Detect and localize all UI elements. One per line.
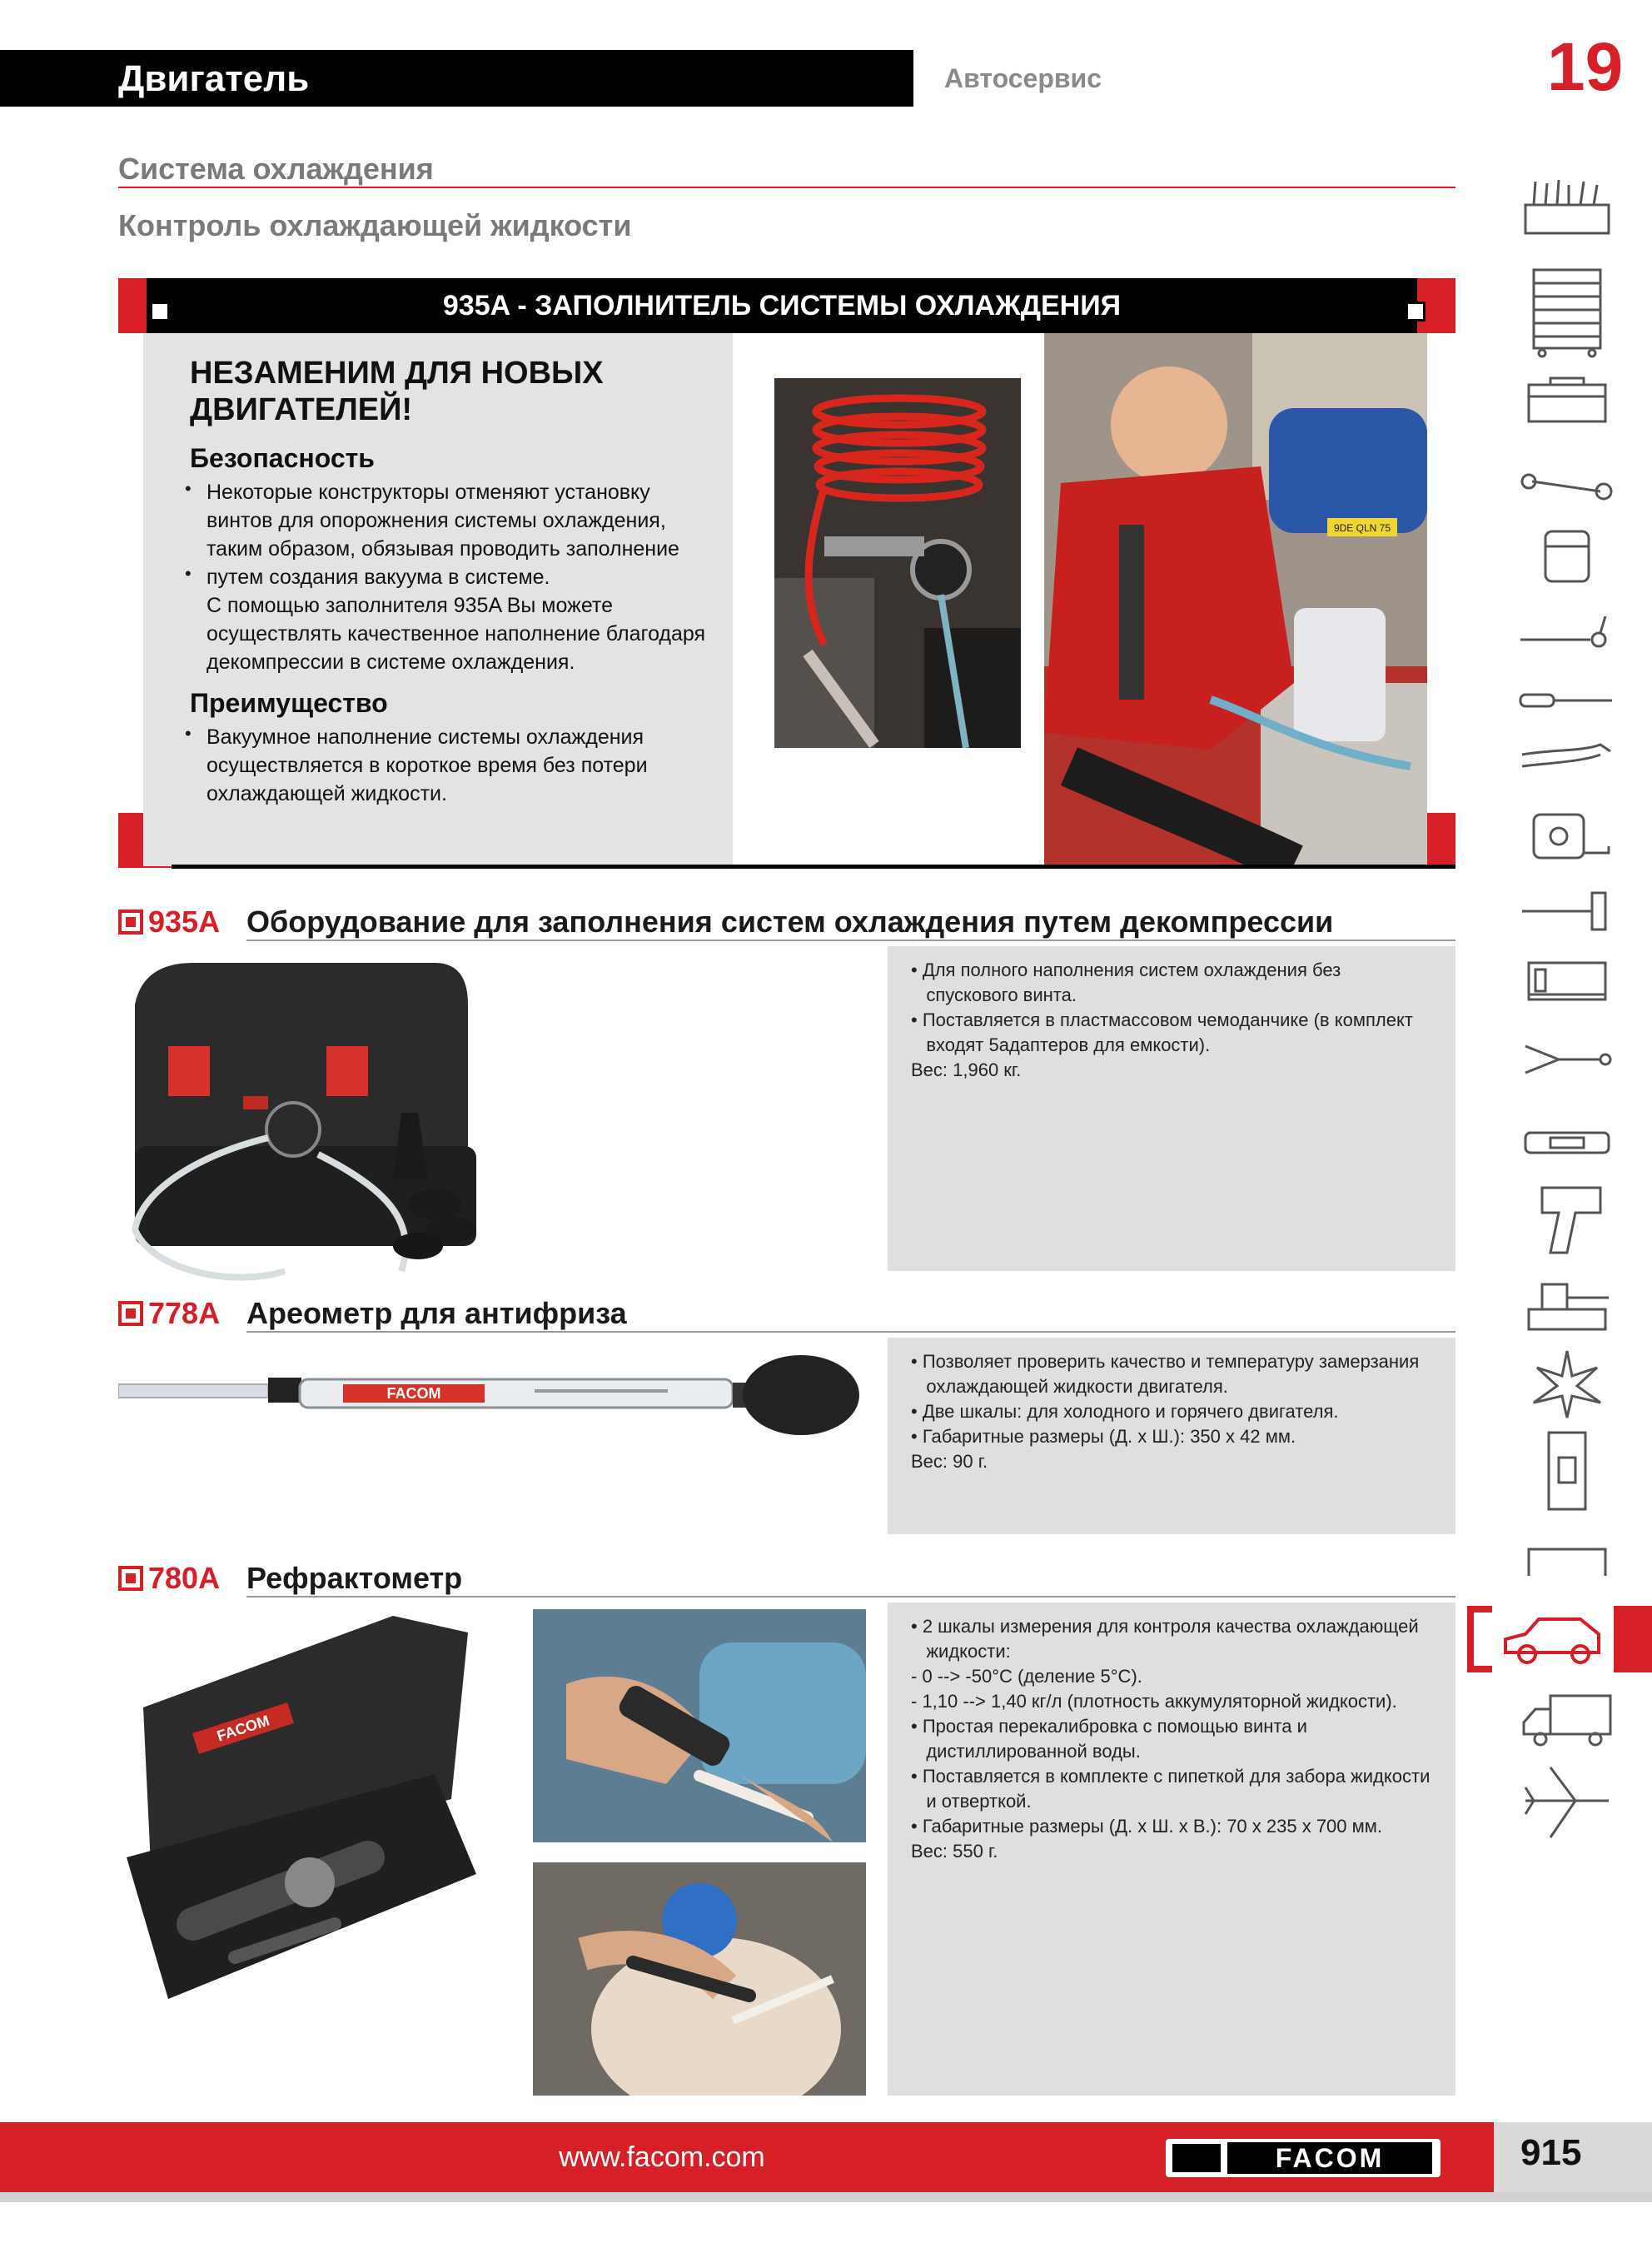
- facom-logo-text: FACOM: [1227, 2142, 1432, 2174]
- safety-icon[interactable]: [1517, 1343, 1617, 1421]
- product-divider: [246, 1596, 1455, 1598]
- product-title: Рефрактометр: [246, 1561, 463, 1595]
- hammer-icon[interactable]: [1517, 880, 1617, 940]
- product-description: • Позволяет проверить качество и температуру замерзания охлаждающей жидкости двигателя. • Две шкалы: для холодного и горячего двигателя. • Габаритные размеры (Д. х Ш.): 350 х 42 мм. Вес: 90 г.: [911, 1351, 1420, 1472]
- tape-measure-icon[interactable]: [1517, 806, 1617, 866]
- product-marker: [118, 910, 143, 935]
- section-divider: [118, 187, 1455, 188]
- puller-icon[interactable]: [1517, 1029, 1617, 1089]
- product-title: Оборудование для заполнения систем охлаждения путем декомпрессии: [246, 905, 1334, 939]
- advantage-heading: Преимущество: [190, 688, 388, 718]
- section-title: Система охлаждения: [118, 152, 434, 186]
- pliers-icon[interactable]: [1517, 730, 1617, 790]
- tool-box-icon[interactable]: [1517, 373, 1617, 433]
- product-code: 935A: [148, 905, 221, 939]
- product-code: 778A: [148, 1296, 221, 1330]
- wrench-icon[interactable]: [1517, 456, 1617, 516]
- product-marker: [118, 1566, 143, 1591]
- product-description: • Для полного наполнения систем охлаждения без спускового винта. • Поставляется в пластмассовом чемоданчике (в комплект входят 5адаптеров для емкости). Вес: 1,960 кг.: [911, 960, 1413, 1080]
- tool-cabinet-icon[interactable]: [1517, 267, 1617, 358]
- socket-icon[interactable]: [1517, 526, 1617, 586]
- page-number: 915: [1520, 2132, 1582, 2173]
- car-icon-active[interactable]: [1467, 1606, 1652, 1672]
- chapter-number: 19: [1547, 29, 1624, 105]
- hose-photo: [774, 378, 1021, 748]
- refractometer-case-image: [118, 1607, 493, 2007]
- product-title: Ареометр для антифриза: [246, 1296, 627, 1330]
- page-category: Автосервис: [944, 63, 1102, 93]
- vise-icon[interactable]: [1517, 1276, 1617, 1336]
- filler-kit-image: [118, 955, 501, 1296]
- product-divider: [246, 1331, 1455, 1333]
- hydrometer-image: [118, 1349, 868, 1449]
- case-brand: FACOM: [215, 1712, 271, 1745]
- product-description: • 2 шкалы измерения для контроля качества охлаждающей жидкости: - 0 --> -50°C (деление 5°C). - 1,10 --> 1,40 кг/л (плотность аккумуляторной жидкости). • Простая перекалибровка с помощью винта и дистиллированной воды. • Поставляется в комплекте с пипеткой для забора жидкости и отверткой. • Габаритные размеры (Д. х Ш. х В.): 70 х 235 х 700 мм. Вес: 550 г.: [911, 1616, 1431, 1862]
- handle-icon[interactable]: [1517, 1529, 1617, 1589]
- footer-stripe: [0, 2192, 1652, 2202]
- truck-icon[interactable]: [1517, 1691, 1617, 1751]
- page-title: Двигатель: [118, 58, 310, 99]
- bullet: •: [185, 478, 192, 499]
- license-plate: 9DE QLN 75: [1333, 522, 1391, 534]
- safety-heading: Безопасность: [190, 443, 375, 473]
- refractometer-sample-photo: [533, 1862, 866, 2096]
- advantage-text: Вакуумное наполнение системы охлаждения осуществляется в короткое время без потери охлаждающей жидкости.: [206, 725, 648, 805]
- bullet: •: [185, 723, 192, 744]
- banner-headline: НЕЗАМЕНИМ ДЛЯ НОВЫХ ДВИГАТЕЛЕЙ!: [190, 356, 604, 427]
- product-marker: [118, 1301, 143, 1326]
- section-subtitle: Контроль охлаждающей жидкости: [118, 208, 632, 242]
- product-divider: [246, 940, 1455, 941]
- mechanic-photo: [1044, 333, 1427, 865]
- ratchet-icon[interactable]: [1517, 606, 1617, 666]
- hacksaw-icon[interactable]: [1517, 953, 1617, 1013]
- footer-url[interactable]: www.facom.com: [559, 2141, 765, 2173]
- tester-icon[interactable]: [1517, 1113, 1617, 1173]
- impact-wrench-icon[interactable]: [1517, 1179, 1617, 1256]
- screwdriver-icon[interactable]: [1517, 670, 1617, 730]
- banner-title: 935A - ЗАПОЛНИТЕЛЬ СИСТЕМЫ ОХЛАЖДЕНИЯ: [442, 290, 1122, 321]
- hydrometer-brand: FACOM: [386, 1385, 441, 1402]
- bullet: •: [185, 563, 192, 584]
- facom-logo-mark: [1172, 2144, 1221, 2172]
- safety-text: Некоторые конструкторы отменяют установку винтов для опорожнения системы охлаждения, таким образом, обязывая проводить заполнение путем создания вакуума в системе. С помощью заполнителя 935A Вы можете осуществлять качественное наполнение благодаря декомпрессии в системе охлаждения.: [206, 481, 706, 674]
- tool-kit-icon[interactable]: [1517, 177, 1617, 237]
- facom-logo: [1166, 2139, 1441, 2177]
- car-icon: [1500, 1609, 1609, 1669]
- airplane-icon[interactable]: [1517, 1759, 1617, 1842]
- circuit-breaker-icon[interactable]: [1517, 1429, 1617, 1513]
- banner-bottom-line: [172, 865, 1455, 869]
- product-code: 780A: [148, 1561, 221, 1595]
- refractometer-use-photo: [533, 1609, 866, 1842]
